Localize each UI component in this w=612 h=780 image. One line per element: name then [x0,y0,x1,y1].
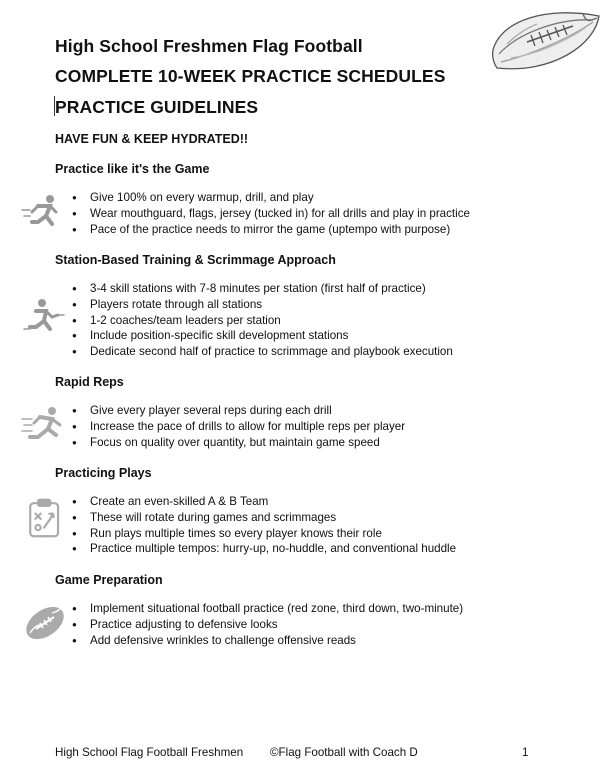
list-item: ● Add defensive wrinkles to challenge offensive reads [55,633,463,649]
document-subtitle: COMPLETE 10-WEEK PRACTICE SCHEDULES [55,66,446,86]
list-item: ● 1-2 coaches/team leaders per station [55,313,453,329]
tagline: HAVE FUN & KEEP HYDRATED!! [55,132,249,146]
list-item: ● Wear mouthguard, flags, jersey (tucked in) for all drills and play in practice [55,206,470,222]
list-item: ● Players rotate through all stations [55,297,453,313]
list-item: ● Dedicate second half of practice to scrimmage and playbook execution [55,344,453,360]
section-heading: PRACTICE GUIDELINES [55,97,259,117]
section-title: Practice like it's the Game [55,162,210,176]
list-item: ● Practice multiple tempos: hurry-up, no-huddle, and conventional huddle [55,541,456,557]
list-item: ● Run plays multiple times so every player knows their role [55,526,456,542]
section-title: Game Preparation [55,573,163,587]
section-title: Rapid Reps [55,375,124,389]
list-item: ● Implement situational football practice (red zone, third down, two-minute) [55,601,463,617]
football-illustration-icon [487,4,605,78]
list-item: ● Increase the pace of drills to allow for multiple reps per player [55,419,405,435]
footer-copyright: ©Flag Football with Coach D [270,746,418,759]
bullet-list [55,494,456,557]
bullet-list [55,403,405,450]
list-item: ● Practice adjusting to defensive looks [55,617,463,633]
list-item: ● Give 100% on every warmup, drill, and play [55,190,470,206]
list-item: ● Create an even-skilled A & B Team [55,494,456,510]
footer-left: High School Flag Football Freshmen [55,746,244,759]
list-item: ● These will rotate during games and scrimmages [55,510,456,526]
bullet-list [55,601,463,648]
list-item: ● 3-4 skill stations with 7-8 minutes per station (first half of practice) [55,281,453,297]
list-item: ● Include position-specific skill development stations [55,328,453,344]
document-title: High School Freshmen Flag Football [55,36,363,56]
page-number: 1 [522,746,529,759]
list-item: ● Focus on quality over quantity, but maintain game speed [55,435,405,451]
list-item: ● Give every player several reps during each drill [55,403,405,419]
list-item: ● Pace of the practice needs to mirror the game (uptempo with purpose) [55,222,470,238]
bullet-list [55,281,453,360]
section-title: Station-Based Training & Scrimmage Approach [55,253,336,267]
bullet-list [55,190,470,237]
section-title: Practicing Plays [55,466,152,480]
